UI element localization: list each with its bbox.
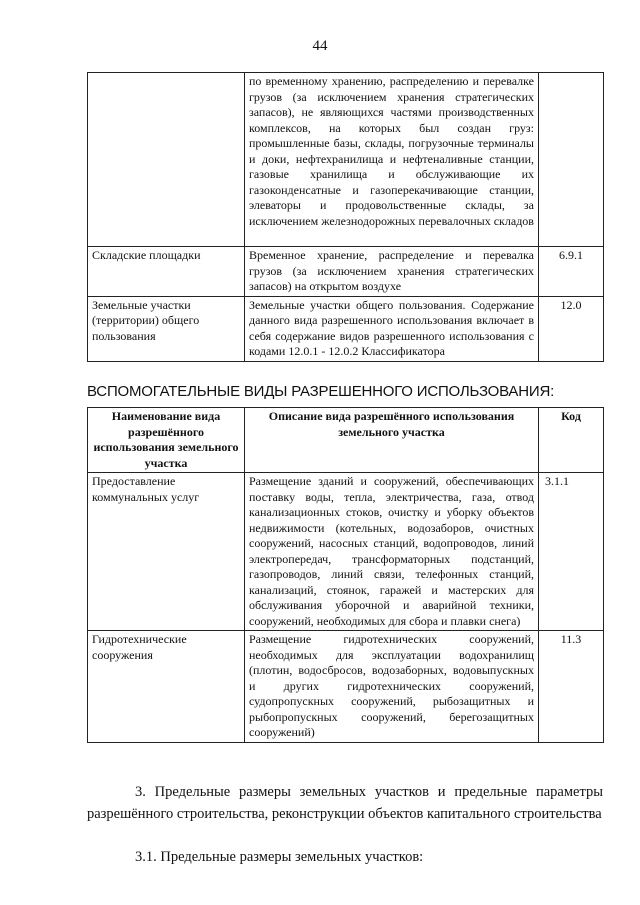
header-description: Описание вида разрешённого использования земельного участка [245, 408, 539, 473]
use-description-cell: Земельные участки общего пользования. Содержание данного вида разрешенного использования включает в себя содержание видов разрешенного использования с кодами 12.0.1 - 12.0.2 Классификатора [245, 296, 539, 361]
table-row [88, 631, 604, 743]
table-row [88, 296, 604, 361]
table-header-row [88, 408, 604, 473]
page-number: 44 [312, 38, 328, 54]
use-description-cell: по временному хранению, распределению и перевалке грузов (за исключением хранения стратегических запасов), не являющихся частями производственных комплексов, на которых был создан груз: промышленные базы, склады, погрузочные терминалы и доки, нефтехранилища и нефтеналивные станции, газовые хранилища и обслуживающие их газоконденсатные и газоперекачивающие станции, элеваторы и продовольственные склады, за исключением железнодорожных перевалочных складов [245, 73, 539, 247]
use-code-cell: 12.0 [539, 296, 604, 361]
header-code: Код [539, 408, 604, 473]
use-name-cell: Гидротехнические сооружения [88, 631, 245, 743]
table-row [88, 247, 604, 297]
use-code-cell: 11.3 [539, 631, 604, 743]
table-row [88, 473, 604, 631]
use-code-cell [539, 73, 604, 247]
use-code-cell: 3.1.1 [539, 473, 604, 631]
use-name-cell: Предоставление коммунальных услуг [88, 473, 245, 631]
use-name-cell [88, 73, 245, 247]
auxiliary-use-table [87, 407, 604, 743]
use-description-cell: Размещение гидротехнических сооружений, необходимых для эксплуатации водохранилищ (плотин, водосбросов, водозаборных, водовыпускных и других гидротехнических сооружений, судопропускных сооружений, рыбозащитных и рыбопропускных сооружений, берегозащитных сооружений) [245, 631, 539, 743]
section-3-1-paragraph: 3.1. Предельные размеры земельных участков: [135, 849, 424, 865]
section-heading: ВСПОМОГАТЕЛЬНЫЕ ВИДЫ РАЗРЕШЕННОГО ИСПОЛЬЗОВАНИЯ: [87, 383, 555, 400]
use-code-cell: 6.9.1 [539, 247, 604, 297]
table-row [88, 73, 604, 247]
use-description-cell: Размещение зданий и сооружений, обеспечивающих поставку воды, тепла, электричества, газа, отвод канализационных стоков, очистку и уборку объектов недвижимости (котельных, водозаборов, очистных сооружений, насосных станций, водопроводов, линий электропередач, трансформаторных подстанций, газопроводов, линий связи, телефонных станций, канализаций, стоянок, гаражей и мастерских для обслуживания уборочной и аварийной техники, сооружений, необходимых для сбора и плавки снега) [245, 473, 539, 631]
section-3-paragraph: 3. Предельные размеры земельных участков и предельные параметры разрешённого строительства, реконструкции объектов капитального строительства [87, 784, 603, 822]
use-name-cell: Земельные участки (территории) общего пользования [88, 296, 245, 361]
use-description-cell: Временное хранение, распределение и перевалка грузов (за исключением хранения стратегических запасов) на открытом воздухе [245, 247, 539, 297]
header-name: Наименование вида разрешённого использования земельного участка [88, 408, 245, 473]
use-name-cell: Складские площадки [88, 247, 245, 297]
permitted-use-table-continued [87, 72, 604, 362]
